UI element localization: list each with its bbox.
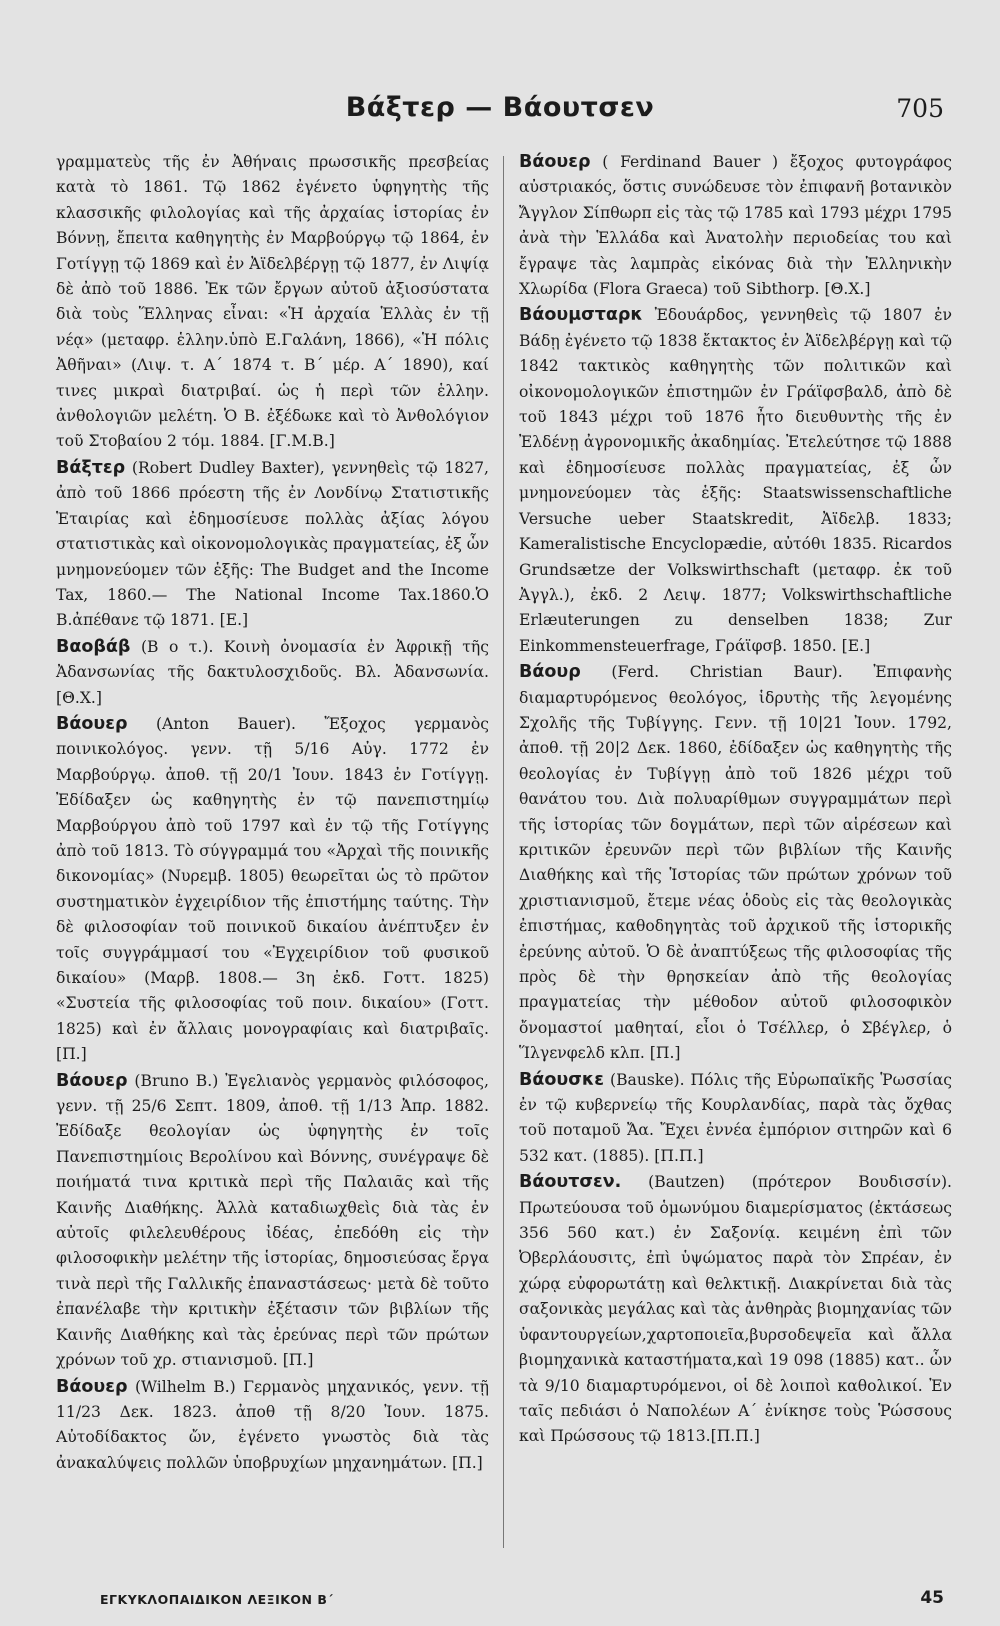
entry-lemma: Βάουμσταρκ <box>519 305 643 326</box>
footer-signature: ΕΓΚΥΚΛΟΠΑΙΔΙΚΟΝ ΛΕΞΙΚΟΝ Β΄ <box>100 1592 334 1607</box>
entry-lemma: Βάουερ <box>56 713 128 734</box>
entry-bautzen <box>519 1170 952 1449</box>
page-footer <box>100 1588 944 1612</box>
page-number: 705 <box>896 94 944 123</box>
entry-continuation <box>56 150 489 455</box>
entry-text: Ἐδουάρδος, γεννηθεὶς τῷ 1807 ἐν Βάδῃ ἐγένετο τῷ 1838 ἔκτακτος ἐν Ἀϊδελβέργῃ καὶ τῷ 1842 τακτικὸς καθηγητὴς τῶν πολιτικῶν καὶ οἰκονομολογικῶν ἐπιστημῶν ἐν Γράϊφσβαλδ, ἀπὸ δὲ τοῦ 1843 μέχρι τοῦ 1876 ἦτο διευθυντὴς τῆς ἐν Ἐλδένῃ ἀγρονομικῆς ἀκαδημίας. Ἐτελεύτησε τῷ 1888 καὶ ἐδημοσίευσε πολλὰς πραγματείας, ἐξ ὧν μνημονεύομεν τὰς ἑξῆς: Staatswissenschaftliche Versuche ueber Staatskredit, Ἀϊδελβ. 1833; Kameralistische Encyclopædie, αὐτόθι 1835. Ricardos Grundsætze der Volkswirthschaft (μεταφρ. ἐκ τοῦ Ἀγγλ.), ἐκδ. 2 Λειψ. 1877; Volkswirthschaftliche Erlæuterungen zu denselben 1838; Zur Einkommensteuerfrage, Γράϊφσβ. 1850. [Ε.] <box>519 306 952 655</box>
entry-baxter <box>56 456 489 634</box>
entry-ferdinand-bauer <box>519 150 952 302</box>
entry-bauske <box>519 1068 952 1170</box>
entry-text: (Β ο τ.). Κοινὴ ὀνομασία ἐν Ἀφρικῇ τῆς Ἀδανσωνίας τῆς δακτυλοσχιδοῦς. Βλ. Ἀδανσωνία. [Θ.Χ.] <box>56 637 489 707</box>
entry-baobab <box>56 635 489 711</box>
page-header <box>56 92 944 132</box>
entry-lemma: Βάουερ <box>519 152 591 172</box>
entry-text: (Anton Bauer). Ἔξοχος γερμανὸς ποινικολόγος. γενν. τῇ 5/16 Αὐγ. 1772 ἐν Μαρβούργῳ. ἀποθ. τῇ 20/1 Ἰουν. 1843 ἐν Γοτίγγῃ. Ἐδίδαξεν ὡς καθηγητὴς ἐν τῷ πανεπιστημίῳ Μαρβούργου ἀπὸ τοῦ 1797 καὶ ἐν τῷ τῆς Γοτίγγης ἀπὸ τοῦ 1813. Τὸ σύγγραμμά του «Ἀρχαὶ τῆς ποινικῆς δικονομίας» (Νυρεμβ. 1805) θεωρεῖται ὡς τὸ πρῶτον συστηματικὸν ἐγχειρίδιον τῆς ἐπιστήμης ταύτης. Τὴν δὲ φιλοσοφίαν τοῦ ποινικοῦ δικαίου ἀνέπτυξεν ἐν τοῖς συγγράμμασί του «Ἐγχειρίδιον τοῦ φυσικοῦ δικαίου» (Μαρβ. 1808.— 3η ἐκδ. Γοττ. 1825) «Συστεία τῆς φιλοσοφίας τοῦ ποιν. δικαίου» (Γοττ. 1825) καὶ ἐν ἄλλαις μονογραφίαις καὶ διατριβαῖς. [Π.] <box>56 714 489 1064</box>
entry-text: ( Ferdinand Bauer ) ἔξοχος φυτογράφος αὐστριακός, ὅστις συνώδευσε τὸν ἐπιφανῆ βοτανικὸν Ἄγγλον Σίπθωρπ εἰς τὰς τῷ 1785 καὶ 1793 μέχρι 1795 ἀνὰ τὴν Ἑλλάδα καὶ Ἀνατολὴν περιοδείας του καὶ ἔγραψε τὰς λαμπρὰς εἰκόνας διὰ τὴν Ἑλληνικὴν Χλωρίδα (Flora Graeca) τοῦ Sibthorp. [Θ.Χ.] <box>519 153 952 299</box>
entry-text: (Robert Dudley Baxter), γεννηθεὶς τῷ 1827, ἀπὸ τοῦ 1866 πρόεστη τῆς ἐν Λονδίνῳ Στατιστικῆς Ἑταιρίας καὶ ἐδημοσίευσε πολλὰς ἀξίας λόγου στατιστικὰς καὶ οἰκονομολογικὰς πραγματείας, ἐξ ὧν μνημονεύομεν τῶν ἑξῆς: The Budget and the Income Tax, 1860.— The National Income Tax.1860.Ὁ Β.ἀπέθανε τῷ 1871. [Ε.] <box>56 458 489 630</box>
entry-baur <box>519 660 952 1067</box>
columns <box>56 150 952 1560</box>
entry-wilhelm-bauer <box>56 1375 489 1477</box>
entry-text: (Bruno B.) Ἐγελιανὸς γερμανὸς φιλόσοφος, γενν. τῇ 25/6 Σεπτ. 1809, ἀποθ. τῇ 1/13 Ἀπρ. 1882. Ἐδίδαξε θεολογίαν ὡς ὑφηγητὴς ἐν τοῖς Πανεπιστημίοις Βερολίνου καὶ Βόννης, συνέγραψε δὲ ποιήματά τινα κριτικὰ περὶ τῆς Παλαιᾶς καὶ τῆς Καινῆς Διαθήκης. Ἀλλὰ καταδιωχθεὶς διὰ τὰς ἐν αὐτοῖς φιλελευθέρους ἰδέας, ἐπεδόθη εἰς τὴν φιλοσοφικὴν μελέτην τῆς ἱστορίας, δημοσιεύσας ἔργα τινὰ περὶ τῆς Γαλλικῆς ἐπαναστάσεως· μετὰ δὲ τοῦτο ἐπανέλαβε τὴν κριτικὴν ἐξέτασιν τῶν βιβλίων τῆς Καινῆς Διαθήκης καὶ τὰς ἐρεύνας περὶ τῶν πρώτων χρόνων τοῦ χρ. στιανισμοῦ. [Π.] <box>56 1071 489 1370</box>
right-column <box>519 150 952 1451</box>
entry-lemma: Βάουρ <box>519 662 581 683</box>
entry-text: (Wilhelm B.) Γερμανὸς μηχανικός, γενν. τῇ 11/23 Δεκ. 1823. ἀποθ τῇ 8/20 Ἰουν. 1875. Αὐτοδίδακτος ὤν, ἐγένετο γνωστὸς διὰ τὰς ἀνακαλύψεις πολλῶν ὑποβρυχίων μηχανημάτων. [Π.] <box>56 1377 489 1472</box>
entry-text: (Ferd. Christian Baur). Ἐπιφανὴς διαμαρτυρόμενος θεολόγος, ἱδρυτὴς τῆς λεγομένης Σχολῆς τῆς Τυβίγγης. Γενν. τῇ 10|21 Ἰουν. 1792, ἀποθ. τῇ 20|2 Δεκ. 1860, ἐδίδαξεν ὡς καθηγητὴς τῆς θεολογίας ἐν Τυβίγγῃ ἀπὸ τοῦ 1826 μέχρι τοῦ θανάτου του. Διὰ πολυαρίθμων συγγραμμάτων περὶ τῆς ἱστορίας τῶν δογμάτων, περὶ τῶν αἱρέσεων καὶ κριτικῶν ἐρευνῶν περὶ τῶν βιβλίων τῆς Καινῆς Διαθήκης καὶ τῆς Ἱστορίας τῶν πρώτων χρόνων τοῦ χριστιανισμοῦ, ἔτεμε νέας ὁδοὺς εἰς τὰς θεολογικὰς ἐπιστήμας, καθοδηγητὰς τοῦ ἀρχικοῦ τῆς ἱστορικῆς ἐρεύνης αὐτοῦ. Ὁ δὲ ἀναπτύξεως τῆς φιλοσοφίας τῆς πρὸς δὲ τὴν θρησκείαν ἀπὸ τῆς θεολογίας πραγματείας τὴν μέθοδον αὐτοῦ φιλοσοφικὸν ὄνομαστοί μαθηταί, εἶοι ὁ Τσέλλερ, ὁ Σβέγλερ, ὁ Ἵλγενφελδ κλπ. [Π.] <box>519 663 952 1063</box>
left-column <box>56 150 489 1477</box>
entry-lemma: Βάουσκε <box>519 1069 605 1090</box>
entry-text: (Bauske). Πόλις τῆς Εὐρωπαϊκῆς Ῥωσσίας ἐν τῷ κυβερνείῳ τῆς Κουρλανδίας, παρὰ τὰς ὄχθας τοῦ ποταμοῦ Ἄα. Ἔχει ἐννέα ἐμπόριον σιτηρῶν καὶ 6 532 κατ. (1885). [Π.Π.] <box>519 1070 952 1165</box>
entry-lemma: Βάουτσεν. <box>519 1172 622 1193</box>
entry-lemma: Βάουερ <box>56 1376 128 1397</box>
entry-text: (Bautzen) (πρότερον Βουδισσίν). Πρωτεύουσα τοῦ ὁμωνύμου διαμερίσματος (ἐκτάσεως 356 560 κατ.) ἐν Σαξονίᾳ. κειμένη ἐπὶ τῶν Ὀβερλάουσιτς, ἐπὶ ὑψώματος παρὰ τὸν Σπρέαν, ἐν χώρᾳ εὐφορωτάτῃ καὶ θελκτικῇ. Διακρίνεται διὰ τὰς σαξονικὰς μεγάλας καὶ τὰς ἀνθηρὰς βιομηχανίας τῶν ὑφαντουργείων,χαρτοποιεῖα,βυρσοδεψεῖα καὶ ἄλλα βιομηχανικὰ καταστήματα,καὶ 19 098 (1885) κατ.. ὧν τὰ 9/10 διαμαρτυρόμενοι, οἱ δὲ λοιποὶ καθολικοί. Ἐν ταῖς πεδιάσι ὁ Ναπολέων Α΄ ἐνίκησε τοὺς Ῥώσσους καὶ Πρώσσους τῷ 1813.[Π.Π.] <box>519 1173 952 1446</box>
entry-lemma: Βάξτερ <box>56 457 126 478</box>
entry-lemma: Βαοβάβ <box>56 636 131 657</box>
entry-text: γραμματεὺς τῆς ἐν Ἀθήναις πρωσσικῆς πρεσβείας κατὰ τὸ 1861. Τῷ 1862 ἐγένετο ὑφηγητὴς τῆς κλασσικῆς φιλολογίας καὶ τῆς ἀρχαίας ἱστορίας ἐν Βόννῃ, ἔπειτα καθηγητὴς ἐν Μαρβούργῳ τῷ 1864, ἐν Γοτίγγῃ τῷ 1869 καὶ ἐν Ἀϊδελβέργῃ τῷ 1877, ἐν Λιψίᾳ δὲ ἀπὸ τοῦ 1886. Ἐκ τῶν ἔργων αὐτοῦ ἀξιοσύστατα διὰ τοὺς Ἕλληνας εἶναι: «Ἡ ἀρχαία Ἑλλὰς ἐν τῇ νέᾳ» (μεταφρ. ἑλλην.ὑπὸ Ε.Γαλάνη, 1866), «Ἡ πόλις Ἀθῆναι» (Λιψ. τ. Α΄ 1874 τ. Β΄ μέρ. Α΄ 1890), καί τινες μικραὶ διατριβαί. ὡς ἡ περὶ τῶν ἑλλην. ἀνθολογιῶν μελέτη. Ὁ Β. ἐξέδωκε καὶ τὸ Ἀνθολόγιον τοῦ Στοβαίου 2 τόμ. 1884. [Γ.Μ.Β.] <box>56 153 489 451</box>
entry-bruno-bauer <box>56 1069 489 1374</box>
running-title: Βάξτερ — Βάουτσεν <box>345 92 655 123</box>
entry-anton-bauer <box>56 712 489 1068</box>
entry-baumstark <box>519 303 952 659</box>
footer-sheet-number: 45 <box>920 1588 944 1608</box>
entry-lemma: Βάουερ <box>56 1070 128 1091</box>
